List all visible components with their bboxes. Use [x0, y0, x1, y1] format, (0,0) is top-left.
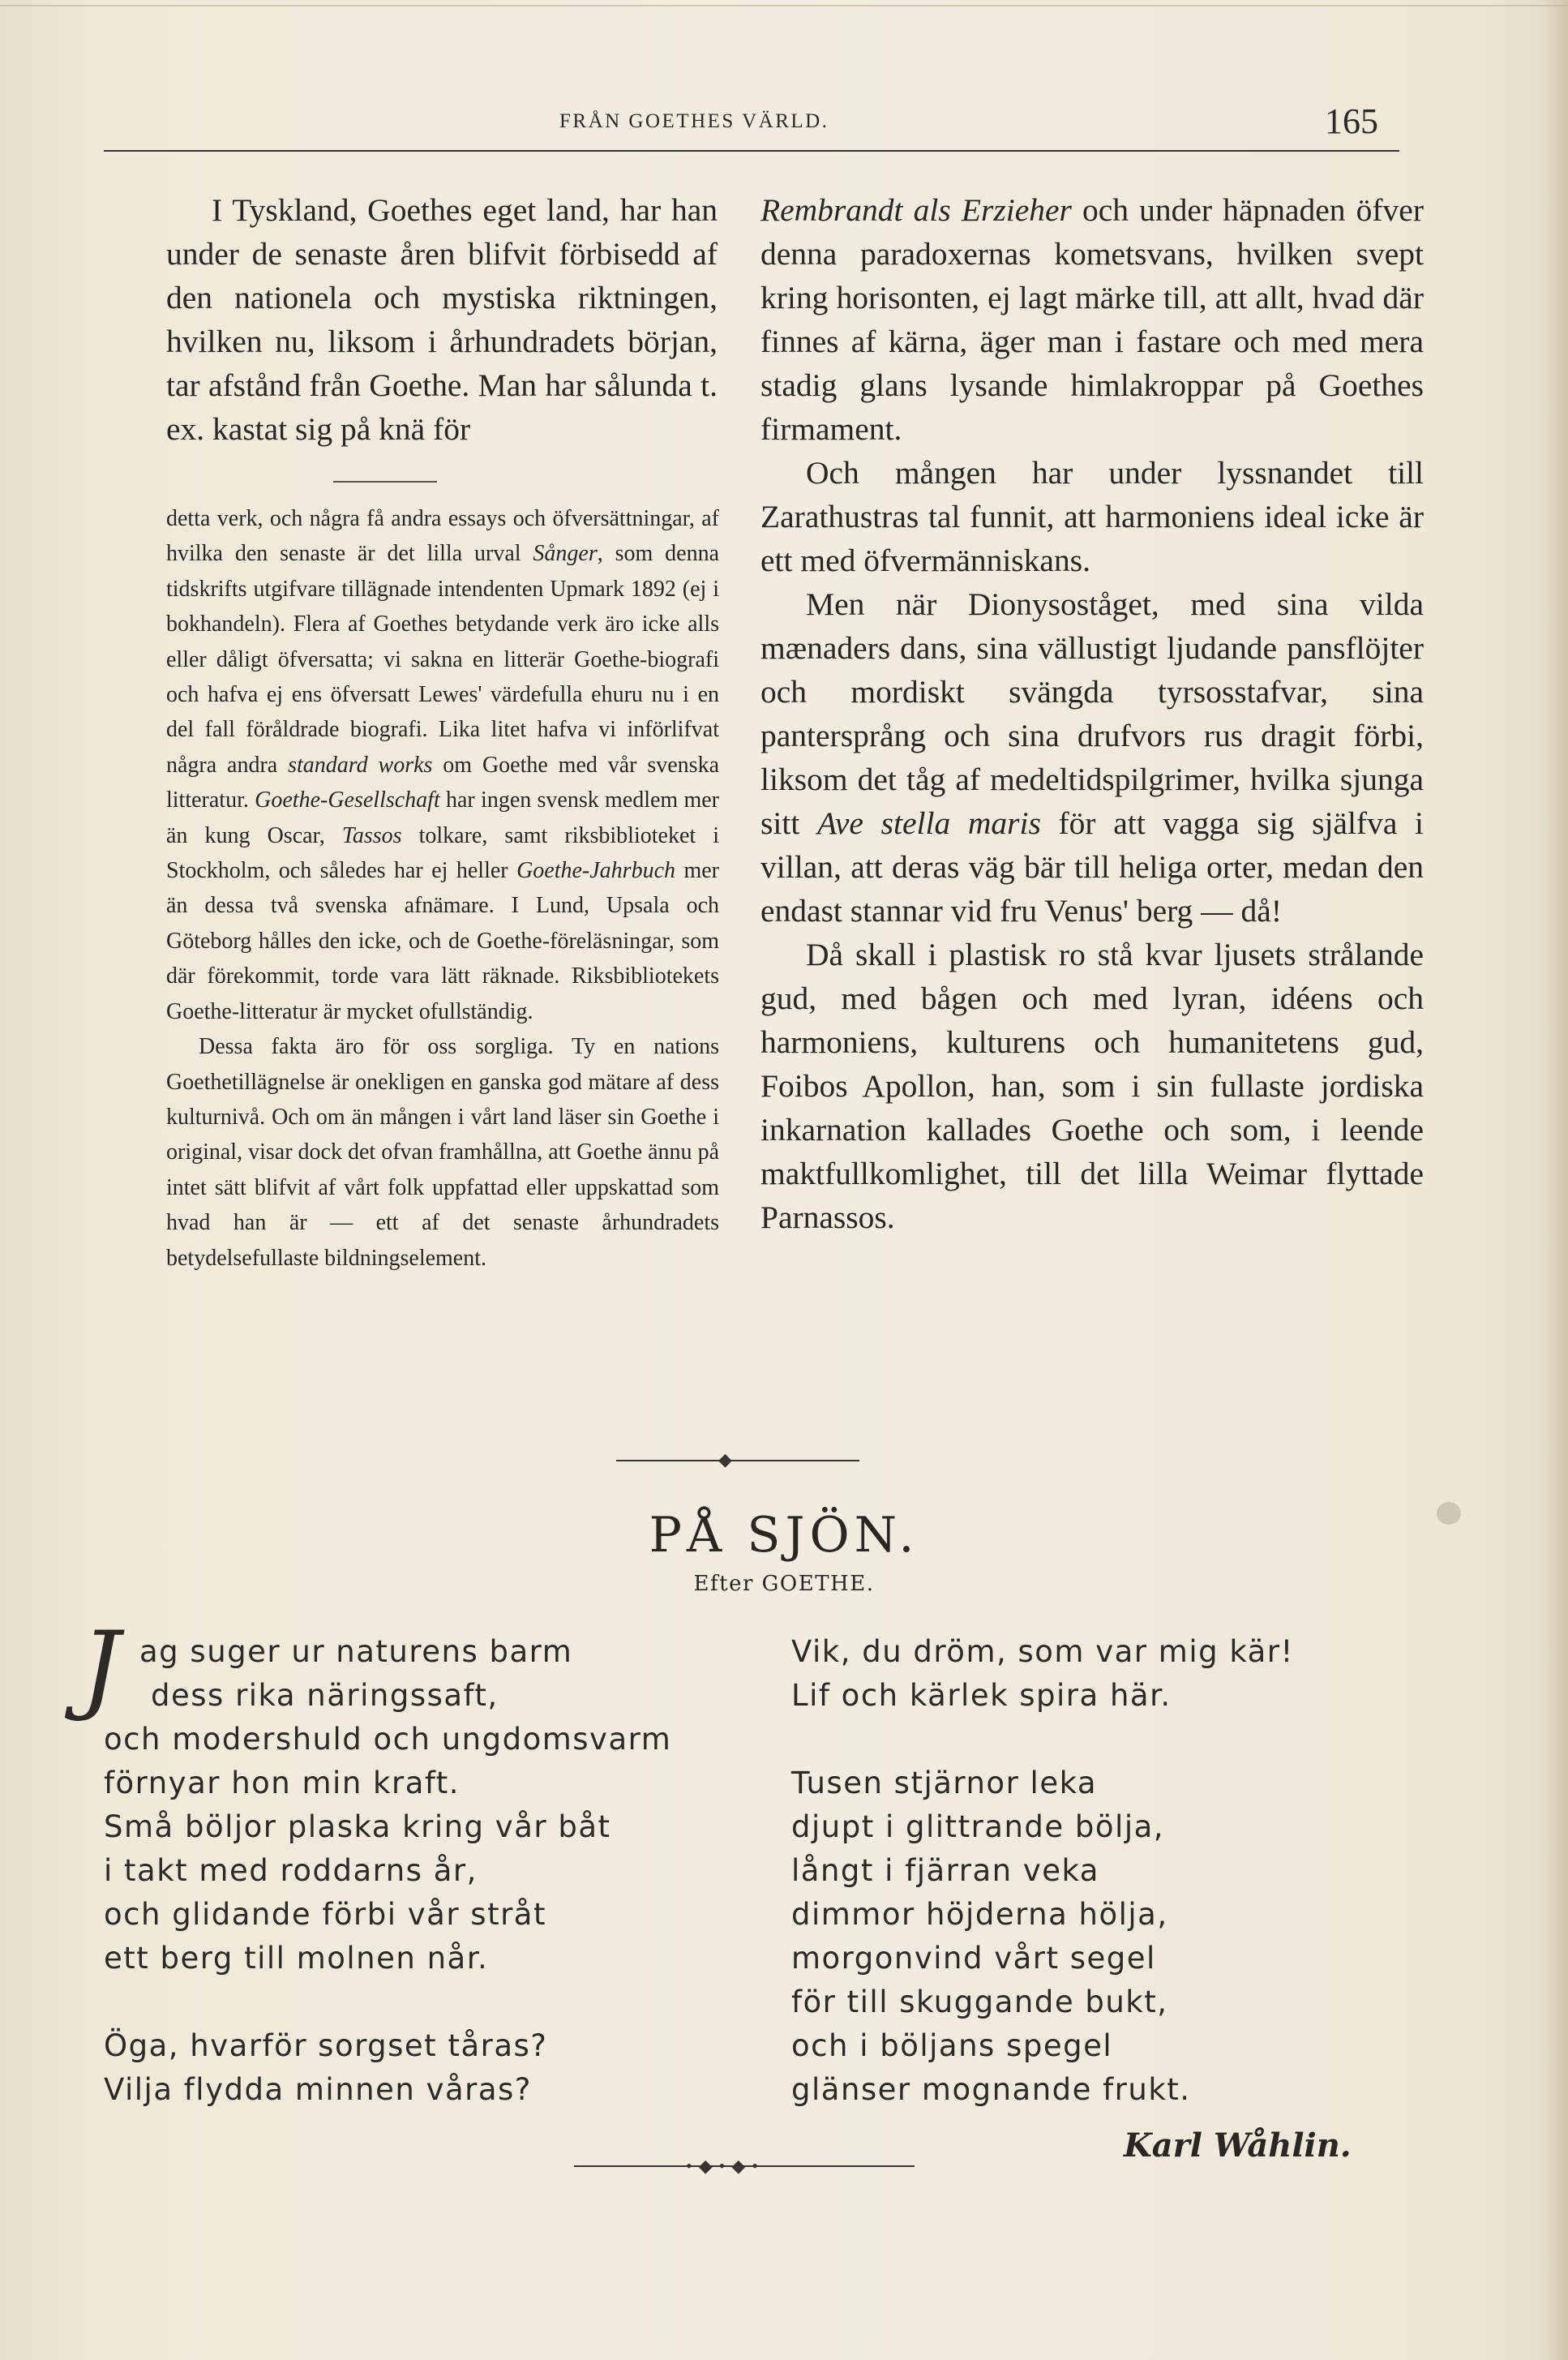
footnote-text: har ingen svensk medlem mer än kung Oscar,: [166, 787, 720, 848]
left-paragraph: I Tyskland, Goethes eget land, har han under de senaste åren blifvit förbisedd af den nationela och mystiska riktningen, hvilken nu, liksom i århundradets början, tar afstånd från Goethe. Man har sålunda t. ex. kastat sig på knä för: [166, 192, 718, 447]
stanza-gap: [791, 1718, 1294, 1761]
paper-stain: [1437, 1502, 1461, 1525]
paragraph-text: och under häpnaden öfver denna paradoxernas kometsvans, hvilken svept kring horisonten, ej lagt märke till, att allt, hvad där finnes af kärna, äger man i fastare och med mera stadig glans lysande himlakroppar på Goethes firmament.: [760, 192, 1424, 447]
footnote-paragraph-2: Dessa fakta äro för oss sorgliga. Ty en nations Goethetillägnelse är onekligen en ganska god mätare af dess kulturnivå. Och om än mången i vårt land läser sin Goethe i original, visar dock det ofvan framhållna, att Goethe ännu på intet sätt blifvit af vårt folk uppfattad eller uppskattad som hvad han är — ett af det senaste århundradets betydelsefullaste bildningselement.: [166, 1034, 719, 1271]
drop-initial: J: [81, 1611, 121, 1724]
poem-left-column: [104, 1630, 671, 2112]
poem-line: Tusen stjärnor leka: [791, 1766, 1098, 1800]
footnote-italic-sanger: Sånger: [533, 541, 598, 567]
footnote-text: mer än dessa två svenska afnämare. I Lund, Upsala och Göteborg hålles den icke, och de Goethe-föreläsningar, som där förekommit, torde vara lätt räknade. Riksbibliotekets Goethe-litteratur är mycket ofullständig.: [166, 858, 720, 1024]
top-edge-line: [0, 5, 1568, 6]
right-paragraph-3: [760, 582, 1424, 933]
footnote-text: om Goethe med vår svenska litteratur.: [166, 752, 720, 813]
poem-line: för till skuggande bukt,: [791, 1985, 1168, 2019]
right-paragraph-4: Då skall i plastisk ro stå kvar ljusets strålande gud, med bågen och med lyran, idéens och harmoniens, kulturens och humanitetens gud, Foibos Apollon, han, som i sin fullaste jordiska inkarnation kallades Goethe och som, i leende maktfullkomlighet, till det lilla Weimar flyttade Parnassos.: [760, 937, 1424, 1235]
left-column: [166, 188, 718, 451]
paragraph-text: Men när Dionysoståget, med sina vilda mænaders dans, sina vällustigt ljudande pansflöjter och mordiskt svängda tyrsosstafvar, sina pantersprång och sina drufvors rus dragit förbi, liksom det tåg af medeltidspilgrimer, hvilka sjunga sitt: [760, 586, 1424, 841]
poem-line: glänser mognande frukt.: [791, 2072, 1191, 2107]
italic-ave-stella-maris: Ave stella maris: [816, 805, 1041, 841]
footnote-text: , som denna tidskrifts utgifvare tillägnade intendenten Upmark 1892 (ej i bokhandeln). Flera af Goethes betydande verk äro icke alls eller dåligt öfversatta; vi sakna en litterär Goethe-biografi och hafva ej ens öfversatt Lewes' värdefulla ehuru nu i en del fall föråldrade biografi. Lika litet hafva vi införlifvat några andra: [166, 541, 720, 778]
poem-line: morgonvind vårt segel: [791, 1941, 1156, 1976]
stanza-gap: [104, 1980, 671, 2024]
poem-line: dess rika näringssaft,: [151, 1678, 499, 1713]
poem-line: Vilja flydda minnen våras?: [104, 2072, 532, 2107]
poem-title: PÅ SJÖN.: [649, 1507, 919, 1564]
poem-line: Vik, du dröm, som var mig kär!: [791, 1634, 1294, 1669]
poem-line: Små böljor plaska kring vår båt: [104, 1809, 611, 1844]
page-edge-shadow: [1542, 0, 1568, 2360]
footnote-italic-tassos: Tassos: [341, 822, 402, 848]
poem-line: ag suger ur naturens barm: [139, 1634, 573, 1669]
right-paragraph-1: [760, 188, 1424, 451]
poem-line: ett berg till molnen når.: [104, 1941, 489, 1976]
poem-subtitle: Efter GOETHE.: [693, 1572, 875, 1596]
signature: Karl Wåhlin.: [1124, 2126, 1352, 2165]
ornament-rule-left: [616, 1460, 859, 1461]
footnote-text: tolkare, samt riksbiblioteket i Stockholm, och således har ej heller: [166, 822, 720, 884]
footnote-paragraph-1: [166, 501, 719, 1029]
footnote-separator: [333, 481, 437, 483]
right-column: [760, 188, 1424, 1239]
ornament-flourish-icon: •◆•◆•: [686, 2156, 765, 2176]
poem-right-column: [791, 1630, 1294, 2112]
poem-line: och i böljans spegel: [791, 2028, 1113, 2063]
ornament-dash-icon: ◆: [718, 1449, 732, 1470]
header-rule: [104, 150, 1399, 152]
footnote-block: [166, 501, 719, 1276]
poem-line: dimmor höjderna hölja,: [791, 1897, 1168, 1932]
poem-line: Lif och kärlek spira här.: [791, 1678, 1172, 1713]
italic-title-rembrandt: Rembrandt als Erzieher: [760, 192, 1072, 228]
poem-line: långt i fjärran veka: [791, 1853, 1099, 1888]
poem-line: och modershuld och ungdomsvarm: [104, 1722, 672, 1757]
poem-line: i takt med roddarns år,: [104, 1853, 478, 1888]
right-paragraph-2: Och mången har under lyssnandet till Zarathustras tal funnit, att harmoniens ideal icke är ett med öfvermänniskans.: [760, 455, 1424, 578]
footnote-italic-standard-works: standard works: [288, 752, 433, 778]
poem-line: och glidande förbi vår stråt: [104, 1897, 546, 1932]
page-number: 165: [1325, 101, 1378, 141]
poem-line: förnyar hon min kraft.: [104, 1766, 461, 1800]
running-head: FRÅN GOETHES VÄRLD.: [559, 110, 829, 132]
paragraph-text: för att vagga sig själfva i villan, att deras väg bär till heliga orter, medan den endast stannar vid fru Venus' berg — då!: [760, 805, 1424, 929]
footnote-text: detta verk, och några få andra essays och öfversättningar, af hvilka den senaste är det lilla urval: [166, 506, 719, 567]
poem-line: Öga, hvarför sorgset tåras?: [104, 2028, 548, 2063]
poem-line: djupt i glittrande bölja,: [791, 1809, 1165, 1844]
footnote-italic-jahrbuch: Goethe-Jahrbuch: [516, 858, 676, 884]
footnote-italic-gesellschaft: Goethe-Gesellschaft: [255, 787, 440, 813]
